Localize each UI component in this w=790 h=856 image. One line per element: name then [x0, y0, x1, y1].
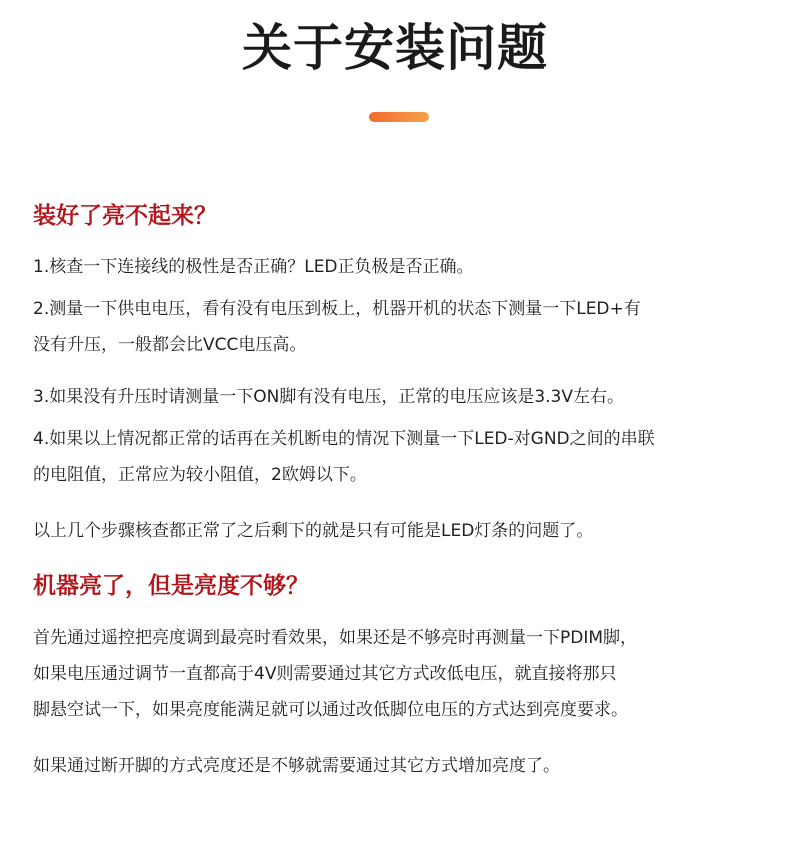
- paragraph-line: 脚悬空试一下，如果亮度能满足就可以通过改低脚位电压的方式达到亮度要求。: [33, 700, 628, 720]
- paragraph-step-4: [33, 421, 773, 493]
- paragraph-brightness-increase: [33, 748, 773, 784]
- title-accent-bar: [369, 112, 429, 122]
- paragraph-line: 没有升压，一般都会比VCC电压高。: [33, 335, 307, 355]
- paragraph-line: 如果通过断开脚的方式亮度还是不够就需要通过其它方式增加亮度了。: [33, 756, 560, 776]
- section-heading-no-light: 装好了亮不起来？: [33, 203, 217, 229]
- paragraph-step-1: [33, 249, 773, 285]
- paragraph-line: 的电阻值，正常应为较小阻值，2欧姆以下。: [33, 465, 367, 485]
- paragraph-line: 首先通过遥控把亮度调到最亮时看效果，如果还是不够亮时再测量一下PDIM脚，: [33, 628, 638, 648]
- paragraph-line: 4.如果以上情况都正常的话再在关机断电的情况下测量一下LED-对GND之间的串联: [33, 429, 655, 449]
- paragraph-summary: [33, 513, 773, 549]
- paragraph-line: 如果电压通过调节一直都高于4V则需要通过其它方式改低电压，就直接将那只: [33, 664, 617, 684]
- paragraph-line: 以上几个步骤核查都正常了之后剩下的就是只有可能是LED灯条的问题了。: [33, 521, 594, 541]
- section-heading-low-brightness: 机器亮了，但是亮度不够？: [33, 573, 309, 599]
- paragraph-step-3: [33, 379, 773, 415]
- page-title: 关于安装问题: [242, 19, 548, 77]
- paragraph-line: 1.核查一下连接线的极性是否正确？LED正负极是否正确。: [33, 257, 474, 277]
- paragraph-line: 3.如果没有升压时请测量一下ON脚有没有电压，正常的电压应该是3.3V左右。: [33, 387, 624, 407]
- paragraph-line: 2.测量一下供电电压，看有没有电压到板上，机器开机的状态下测量一下LED+有: [33, 299, 641, 319]
- paragraph-step-2: [33, 291, 773, 363]
- paragraph-brightness-check: [33, 620, 773, 728]
